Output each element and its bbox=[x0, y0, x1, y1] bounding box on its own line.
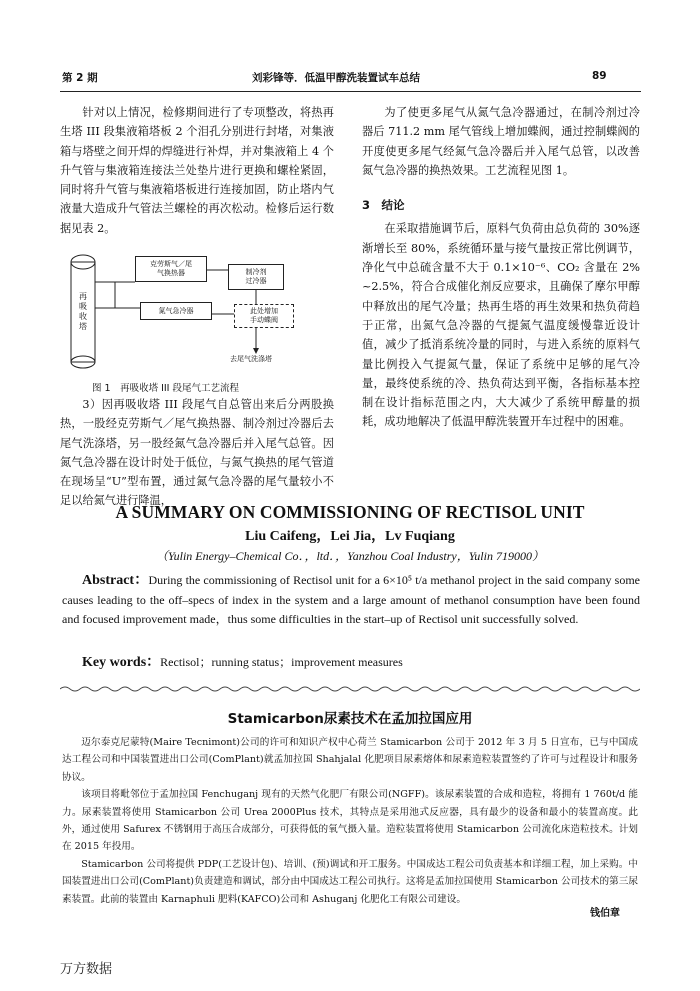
abstract-text: During the commissioning of Rectisol unit for a 6×10⁵ t/a methanol project in the said company some causes leading to the off–specs of index in the system and a large amount of methanol consumption have been found and focused improvement made，thus some difficulties in the start–up of Rectisol unit successfully solved. bbox=[62, 573, 640, 626]
news-title: Stamicarbon尿素技术在孟加拉国应用 bbox=[227, 711, 473, 727]
tower-label: 再 吸 收 塔 bbox=[79, 292, 87, 331]
keywords-text: Rectisol；running status；improvement measures bbox=[160, 655, 403, 669]
claus-exchanger-box: 克劳斯气／尾 气换热器 bbox=[135, 256, 207, 282]
english-title: A SUMMARY ON COMMISSIONING OF RECTISOL UNIT bbox=[115, 502, 585, 522]
issue-label: 第 2 期 bbox=[62, 72, 98, 84]
header-rule bbox=[60, 91, 641, 92]
left-column-bottom bbox=[60, 395, 334, 511]
abstract-label: Abstract： bbox=[82, 573, 149, 588]
english-authors: Liu Caifeng，Lei Jia，Lv Fuqiang bbox=[245, 529, 455, 544]
english-abstract bbox=[62, 571, 640, 630]
butterfly-valve-note: 此处增加 手动蝶阀 bbox=[234, 304, 294, 328]
left-paragraph-2: 3）因再吸收塔 III 段尾气自总管出来后分两股换热，一股经克劳斯气／尾气换热器、制冷剂过冷器后去尾气洗涤塔，另一股经氮气急冷器后并入尾气总管。因氮气急冷器在设计时处于低位，与氮气换热的尾气管道在现场呈“U”型布置，通过氮气急冷器的尾气量较小不足以给氮气进行降温， bbox=[60, 398, 334, 508]
figure-1 bbox=[60, 252, 334, 376]
figure-caption: 图 1 再吸收塔 III 段尾气工艺流程 bbox=[92, 383, 240, 394]
left-column-top bbox=[60, 103, 334, 238]
english-keywords bbox=[82, 651, 640, 671]
page-number: 89 bbox=[592, 70, 607, 82]
news-signature: 钱伯章 bbox=[590, 908, 620, 919]
wavy-divider bbox=[60, 685, 640, 693]
right-paragraph-1: 为了使更多尾气从氮气急冷器通过，在制冷剂过冷器后 711.2 mm 尾气管线上增加蝶阀，通过控制蝶阀的开度使更多尾气经氮气急冷器后并入尾气总管，以改善氮气急冷器的换热效果。工艺流程见图 1。 bbox=[362, 106, 640, 177]
outlet-label: 去尾气洗涤塔 bbox=[230, 355, 272, 363]
keywords-label: Key words： bbox=[82, 655, 161, 670]
running-title: 刘彩锋等．低温甲醇洗装置试车总结 bbox=[252, 72, 420, 84]
nitrogen-quencher-box: 氮气急冷器 bbox=[140, 302, 212, 320]
news-body bbox=[62, 734, 638, 908]
refrigerant-subcooler-box: 制冷剂 过冷器 bbox=[228, 264, 284, 290]
section-title-conclusion: 3 结论 bbox=[362, 198, 405, 213]
right-column bbox=[362, 103, 640, 432]
watermark: 万方数据 bbox=[60, 962, 113, 977]
left-paragraph-1: 针对以上情况，检修期间进行了专项整改，将热再生塔 III 段集液箱塔板 2 个泪孔分别进行封堵，对集液箱与塔壁之间开焊的焊缝进行补焊，并对集液箱上 4 个升气管与集液箱连接法兰处垫片进行更换和螺栓紧固，同时将升气管与集液箱塔板进行连接加固，防止塔内气液量大造成升气管法兰螺栓的再次松动。检修后运行数据见表 2。 bbox=[60, 106, 334, 235]
news-paragraph-3: Stamicarbon 公司将提供 PDP(工艺设计包)、培训、(预)调试和开工服务。中国成达工程公司负责基本和详细工程，加上采购。中国装置进出口公司(ComPlant)负责建造和调试，部分由中国成达工程公司执行。这将是孟加拉国使用 Stamicarbon 公司技术的第三尿素装置。此前的装置由 Karnaphuli 肥料(KAFCO)公司和 Ashuganj 化肥化工有限公司建设。 bbox=[62, 858, 638, 905]
english-affiliation: （Yulin Energy–Chemical Co．，ltd．，Yanzhou Coal Industry，Yulin 719000） bbox=[156, 549, 544, 563]
news-paragraph-2: 该项目将毗邻位于孟加拉国 Fenchuganj 现有的天然气化肥厂有限公司(NGFF)。该尿素装置的合成和造粒，将拥有 1 760t/d 能力。尿素装置将使用 Stamicarbon 公司 Urea 2000Plus 技术，其特点是采用池式反应器，具有最少的设备和最小的装置高度。此外，通过使用 Safurex 不锈钢用于高压合成部分，可获得低的氧气摄入量。造粒装置将使用 Stamicarbon 公司流化床造粒技术。计划在 2015 年投用。 bbox=[62, 789, 638, 853]
right-paragraph-2: 在采取措施调节后，原料气负荷由总负荷的 30%逐渐增长至 80%，系统循环量与接气量按正常比例调节，净化气中总硫含量不大于 0.1×10⁻⁶、CO₂ 含量在 2%~2.5%，符合合成催化剂反应要求，且确保了摩尔甲醇中释放出的尾气冷量；热再生塔的再生效果和热负荷趋于正常，出氮气急冷器的气提氮气温度缓慢靠近设计值，减少了抵消系统冷量的同时，与进入系统的原料气量比例投入气提氮气量，保证了系统中足够的尾气冷量，最终使系统的冷、热负荷达到平衡，各指标基本控制在设计指标范围之内，大大减少了系统甲醇量的损耗，成功地解决了低温甲醇洗装置开车过程中的困难。 bbox=[362, 222, 640, 429]
news-paragraph-1: 迈尔泰克尼蒙特(Maire Tecnimont)公司的许可和知识产权中心荷兰 Stamicarbon 公司于 2012 年 3 月 5 日宣布，已与中国成达工程公司和中国装置进出口公司(ComPlant)就孟加拉国 Shahjalal 化肥项目尿素熔体和尿素造粒装置签约了许可与过程设计和服务协议。 bbox=[62, 737, 638, 783]
